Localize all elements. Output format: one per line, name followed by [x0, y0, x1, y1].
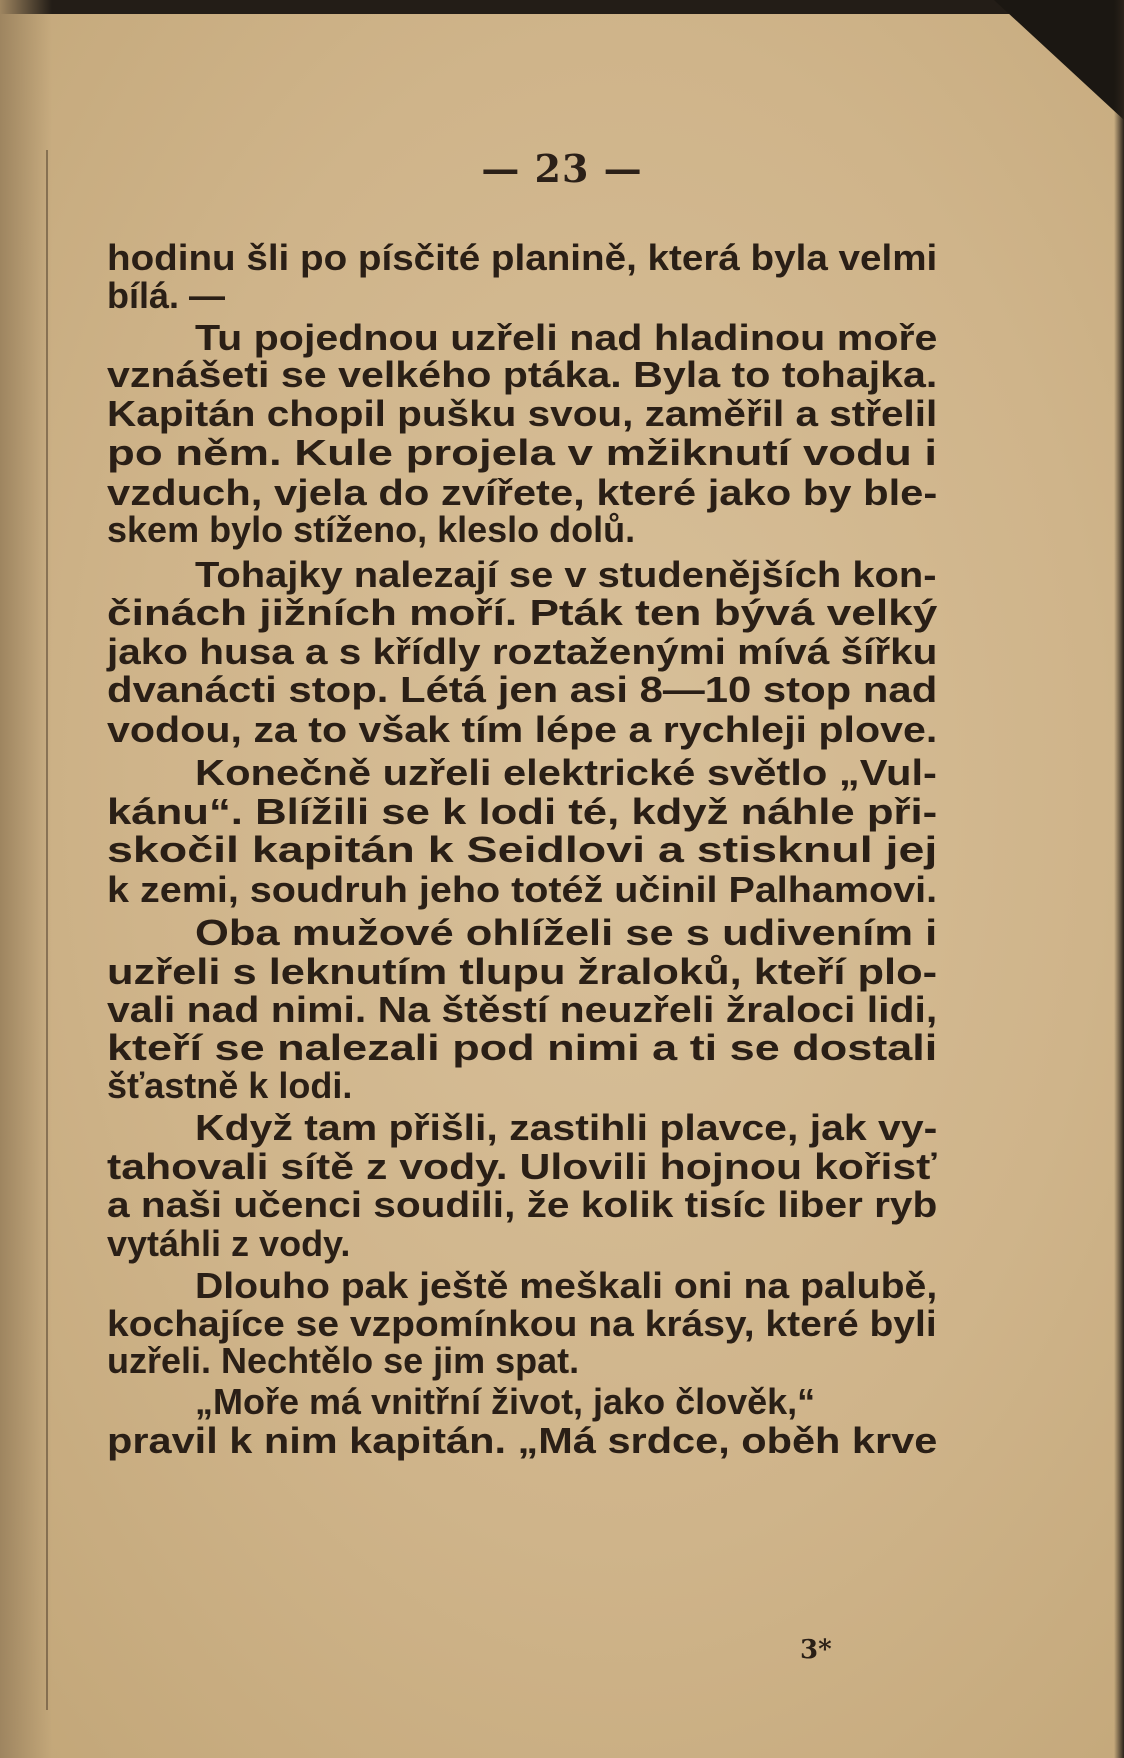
text-line: Tu pojednou uzřeli nad hladinou moře [195, 317, 938, 358]
text-line: Oba mužové ohlíželi se s udivením i [195, 912, 938, 953]
page-top-edge [0, 0, 1124, 14]
text-line: a naši učenci soudili, že kolik tisíc liber ryb [107, 1184, 938, 1225]
text-line: vzduch, vjela do zvířete, které jako by ble- [107, 472, 938, 513]
text-line: kteří se nalezali pod nimi a ti se dostali [107, 1027, 938, 1068]
text-line: kánu“. Blížili se k lodi té, když náhle při- [107, 791, 938, 832]
text-line: jako husa a s křídly roztaženými mívá šířku [107, 631, 938, 672]
text-line: po něm. Kule projela v mžiknutí vodu i [107, 432, 938, 473]
text-line: vytáhli z vody. [107, 1223, 351, 1264]
text-line: Konečně uzřeli elektrické světlo „Vul- [195, 752, 937, 793]
text-line: hodinu šli po písčité planině, která byla velmi [107, 237, 938, 278]
text-line: skočil kapitán k Seidlovi a stisknul jej [107, 829, 938, 870]
page-corner-shadow [994, 0, 1124, 120]
text-line: uzřeli s leknutím tlupu žraloků, kteří plo- [107, 951, 938, 992]
text-line: uzřeli. Nechtělo se jim spat. [107, 1340, 580, 1381]
text-line: „Moře má vnitřní život, jako člověk,“ [195, 1381, 816, 1422]
text-line: Když tam přišli, zastihli plavce, jak vy- [195, 1107, 938, 1148]
text-line: dvanácti stop. Létá jen asi 8—10 stop nad [107, 669, 938, 710]
page-binding-edge [0, 0, 52, 1758]
binding-thread [46, 150, 48, 1710]
text-line: Tohajky nalezají se v studenějších kon- [195, 554, 937, 595]
text-line: vali nad nimi. Na štěstí neuzřeli žraloci lidi, [107, 989, 938, 1030]
text-line: vodou, za to však tím lépe a rychleji plove. [107, 709, 938, 750]
text-line: Dlouho pak ještě meškali oni na palubě, [195, 1265, 938, 1306]
page-number: — 23 — [481, 146, 643, 191]
signature-mark: 3* [800, 1635, 832, 1665]
text-line: pravil k nim kapitán. „Má srdce, oběh krve [107, 1420, 938, 1461]
text-line: k zemi, soudruh jeho totéž učinil Palhamovi. [107, 869, 938, 910]
text-line: tahovali sítě z vody. Ulovili hojnou kořisť [107, 1146, 937, 1187]
text-line: šťastně k lodi. [107, 1065, 353, 1106]
text-line: skem bylo stíženo, kleslo dolů. [107, 509, 636, 550]
text-line: vznášeti se velkého ptáka. Byla to tohajka. [107, 354, 938, 395]
text-line: Kapitán chopil pušku svou, zaměřil a střelil [107, 393, 938, 434]
text-line: bílá. — [107, 275, 226, 316]
page-right-edge [1114, 0, 1124, 1758]
text-line: činách jižních moří. Pták ten bývá velký [107, 592, 938, 633]
text-line: kochajíce se vzpomínkou na krásy, které byli [107, 1303, 937, 1344]
